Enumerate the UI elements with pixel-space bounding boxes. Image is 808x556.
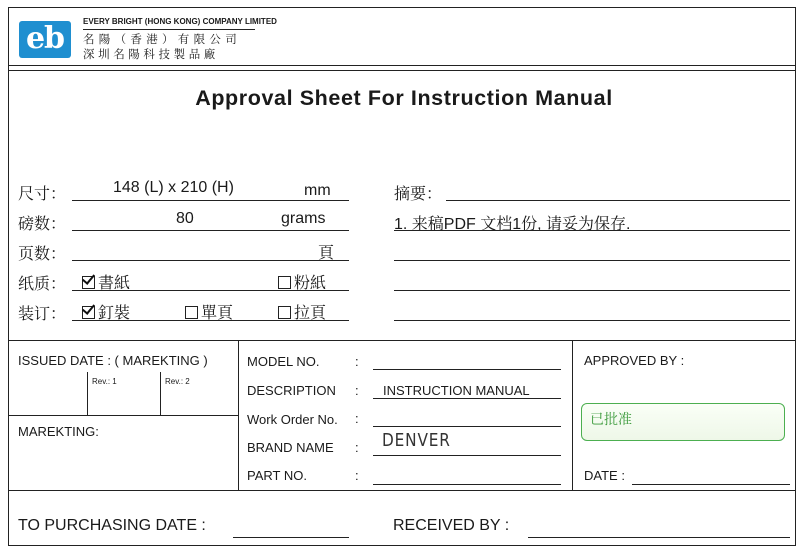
pages-label: 页数： <box>18 246 67 263</box>
received-by-label: RECEIVED BY : <box>393 517 510 534</box>
company-name-zh-1: 名陽（香港）有限公司 <box>83 34 241 46</box>
weight-line <box>72 230 349 231</box>
description-label: DESCRIPTION <box>247 383 336 398</box>
summary-line-4 <box>394 320 790 321</box>
part-no-colon: : <box>355 468 359 483</box>
model-no-colon: : <box>355 354 359 369</box>
issued-divider <box>8 415 238 416</box>
table-top-rule <box>8 340 796 341</box>
work-order-label: Work Order No. <box>247 412 338 427</box>
marketing-label: MAREKTING: <box>18 424 99 439</box>
received-by-line[interactable] <box>528 537 790 538</box>
pages-line <box>72 260 349 261</box>
size-line <box>72 200 349 201</box>
approval-date-line[interactable] <box>632 484 790 485</box>
checkbox-icon[interactable] <box>185 306 198 319</box>
company-logo: eb <box>19 21 71 58</box>
brand-name-colon: : <box>355 440 359 455</box>
pages-unit: 頁 <box>318 245 335 262</box>
model-no-line[interactable] <box>373 369 561 370</box>
paper-option-coated-label: 粉紙 <box>294 275 327 292</box>
checkbox-checked-icon[interactable] <box>82 276 95 289</box>
approval-date-label: DATE : <box>584 468 625 483</box>
summary-line-1 <box>394 230 790 231</box>
part-no-line[interactable] <box>373 484 561 485</box>
summary-line-3 <box>394 290 790 291</box>
description-colon: : <box>355 383 359 398</box>
checkbox-icon[interactable] <box>278 276 291 289</box>
paper-line <box>72 290 349 291</box>
weight-unit: grams <box>281 210 326 227</box>
binding-line <box>72 320 349 321</box>
work-order-line[interactable] <box>373 426 561 427</box>
company-name-underline <box>83 29 255 30</box>
model-no-label: MODEL NO. <box>247 354 320 369</box>
work-order-colon: : <box>355 411 359 426</box>
paper-option-book-label: 書紙 <box>98 275 131 292</box>
checkbox-icon[interactable] <box>278 306 291 319</box>
paper-label: 纸质： <box>18 276 67 293</box>
company-name-zh-2: 深圳名陽科技製品廠 <box>83 49 219 61</box>
weight-value: 80 <box>176 210 194 227</box>
weight-label: 磅数： <box>18 216 67 233</box>
description-value: INSTRUCTION MANUAL <box>383 383 530 398</box>
rev-2-label: Rev.: 2 <box>165 377 190 386</box>
part-no-label: PART NO. <box>247 468 307 483</box>
binding-option-foldout-label: 拉頁 <box>294 305 327 322</box>
binding-option-single-label: 單頁 <box>201 305 234 322</box>
purchasing-date-label: TO PURCHASING DATE : <box>18 517 206 534</box>
brand-name-label: BRAND NAME <box>247 440 334 455</box>
brand-name-value: DENVER <box>382 430 451 451</box>
page-title: Approval Sheet For Instruction Manual <box>195 86 613 110</box>
size-unit: mm <box>304 182 331 199</box>
table-divider-2 <box>572 340 573 490</box>
table-divider-1 <box>238 340 239 490</box>
rev-divider-2 <box>160 372 161 415</box>
summary-line-1-text: 1. 来稿PDF 文档1份, 请妥为保存. <box>394 216 631 233</box>
rev-1-label: Rev.: 1 <box>92 377 117 386</box>
summary-line-0 <box>446 200 790 201</box>
rev-divider-1 <box>87 372 88 415</box>
header-rule-2 <box>8 70 796 71</box>
brand-name-line[interactable] <box>373 455 561 456</box>
summary-line-2 <box>394 260 790 261</box>
purchasing-date-line[interactable] <box>233 537 349 538</box>
approved-stamp <box>581 403 785 441</box>
checkbox-checked-icon[interactable] <box>82 306 95 319</box>
issued-date-label: ISSUED DATE : ( MAREKTING ) <box>18 353 208 368</box>
header-rule-1 <box>8 65 796 66</box>
size-value: 148 (L) x 210 (H) <box>113 179 234 196</box>
description-line[interactable] <box>373 398 561 399</box>
summary-label: 摘要： <box>394 186 443 203</box>
size-label: 尺寸： <box>18 186 67 203</box>
binding-label: 装订： <box>18 306 67 323</box>
company-name-en: EVERY BRIGHT (HONG KONG) COMPANY LIMITED <box>83 17 277 26</box>
table-bottom-rule <box>8 490 796 491</box>
approved-by-label: APPROVED BY : <box>584 353 685 368</box>
binding-option-staple-label: 釘裝 <box>98 305 131 322</box>
approved-stamp-text: 已批准 <box>590 411 632 427</box>
